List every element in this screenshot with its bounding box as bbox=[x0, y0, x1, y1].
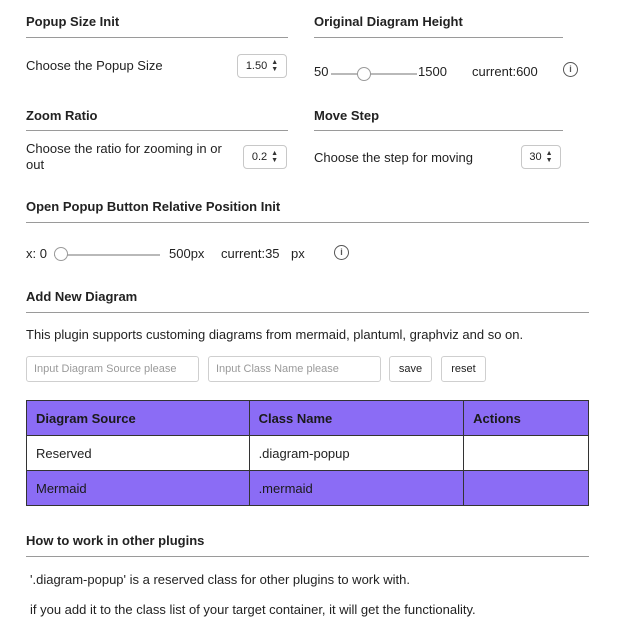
move-step-heading: Move Step bbox=[314, 108, 380, 123]
diagram-height-heading: Original Diagram Height bbox=[314, 14, 463, 29]
add-diagram-heading: Add New Diagram bbox=[26, 289, 138, 304]
position-x-slider-thumb[interactable] bbox=[54, 247, 68, 261]
move-step-value: 30 bbox=[529, 151, 542, 163]
diagram-height-slider-thumb[interactable] bbox=[357, 67, 371, 81]
save-button[interactable]: save bbox=[389, 356, 432, 382]
position-x-label: x: 0 bbox=[26, 246, 47, 261]
other-plugins-heading: How to work in other plugins bbox=[26, 533, 205, 548]
divider bbox=[26, 312, 589, 313]
position-x-current: current:35 bbox=[221, 246, 280, 261]
divider bbox=[314, 37, 563, 38]
popup-size-value: 1.50 bbox=[245, 60, 268, 72]
actions-cell bbox=[464, 471, 589, 506]
popup-size-stepper[interactable] bbox=[237, 54, 287, 78]
class-name-input[interactable]: Input Class Name please bbox=[208, 356, 381, 382]
diagram-height-min: 50 bbox=[314, 64, 329, 79]
popup-size-label: Choose the Popup Size bbox=[26, 58, 163, 73]
diagram-height-slider-track[interactable] bbox=[331, 73, 417, 75]
divider bbox=[26, 222, 589, 223]
position-x-max: 500px bbox=[169, 246, 205, 261]
actions-cell bbox=[464, 436, 589, 471]
add-diagram-description: This plugin supports customing diagrams from mermaid, plantuml, graphviz and so on. bbox=[26, 327, 524, 342]
info-icon[interactable]: i bbox=[334, 245, 349, 260]
stepper-arrows-icon: ▲ ▼ bbox=[545, 150, 553, 164]
class-name-cell: .mermaid bbox=[249, 471, 464, 506]
table-row bbox=[27, 471, 589, 506]
divider bbox=[26, 37, 288, 38]
diagram-height-current: current:600 bbox=[472, 64, 538, 79]
stepper-arrows-icon: ▲ ▼ bbox=[271, 59, 279, 73]
divider bbox=[314, 130, 563, 131]
divider bbox=[26, 556, 589, 557]
popup-button-position-heading: Open Popup Button Relative Position Init bbox=[26, 199, 281, 214]
position-x-slider-track[interactable] bbox=[54, 254, 160, 256]
info-icon[interactable]: i bbox=[563, 62, 578, 77]
reset-button[interactable]: reset bbox=[441, 356, 486, 382]
zoom-ratio-heading: Zoom Ratio bbox=[26, 108, 98, 123]
stepper-arrows-icon: ▲ ▼ bbox=[271, 150, 279, 164]
diagram-source-cell: Mermaid bbox=[27, 471, 250, 506]
other-plugins-line-1: '.diagram-popup' is a reserved class for other plugins to work with. bbox=[30, 572, 410, 587]
popup-size-heading: Popup Size Init bbox=[26, 14, 120, 29]
table-header-row bbox=[27, 401, 589, 436]
diagram-source-input[interactable]: Input Diagram Source please bbox=[26, 356, 199, 382]
diagram-height-max: 1500 bbox=[418, 64, 447, 79]
divider bbox=[26, 130, 288, 131]
position-x-unit: px bbox=[291, 246, 305, 261]
move-step-label: Choose the step for moving bbox=[314, 150, 473, 165]
table-row bbox=[27, 436, 589, 471]
zoom-ratio-value: 0.2 bbox=[251, 151, 268, 163]
column-header: Diagram Source bbox=[27, 401, 250, 436]
class-name-cell: .diagram-popup bbox=[249, 436, 464, 471]
column-header: Actions bbox=[464, 401, 589, 436]
move-step-stepper[interactable] bbox=[521, 145, 561, 169]
column-header: Class Name bbox=[249, 401, 464, 436]
other-plugins-line-2: if you add it to the class list of your target container, it will get the functionality. bbox=[30, 602, 476, 617]
diagram-table bbox=[26, 400, 589, 506]
zoom-ratio-label: Choose the ratio for zooming in or out bbox=[26, 141, 222, 172]
zoom-ratio-stepper[interactable] bbox=[243, 145, 287, 169]
diagram-source-cell: Reserved bbox=[27, 436, 250, 471]
